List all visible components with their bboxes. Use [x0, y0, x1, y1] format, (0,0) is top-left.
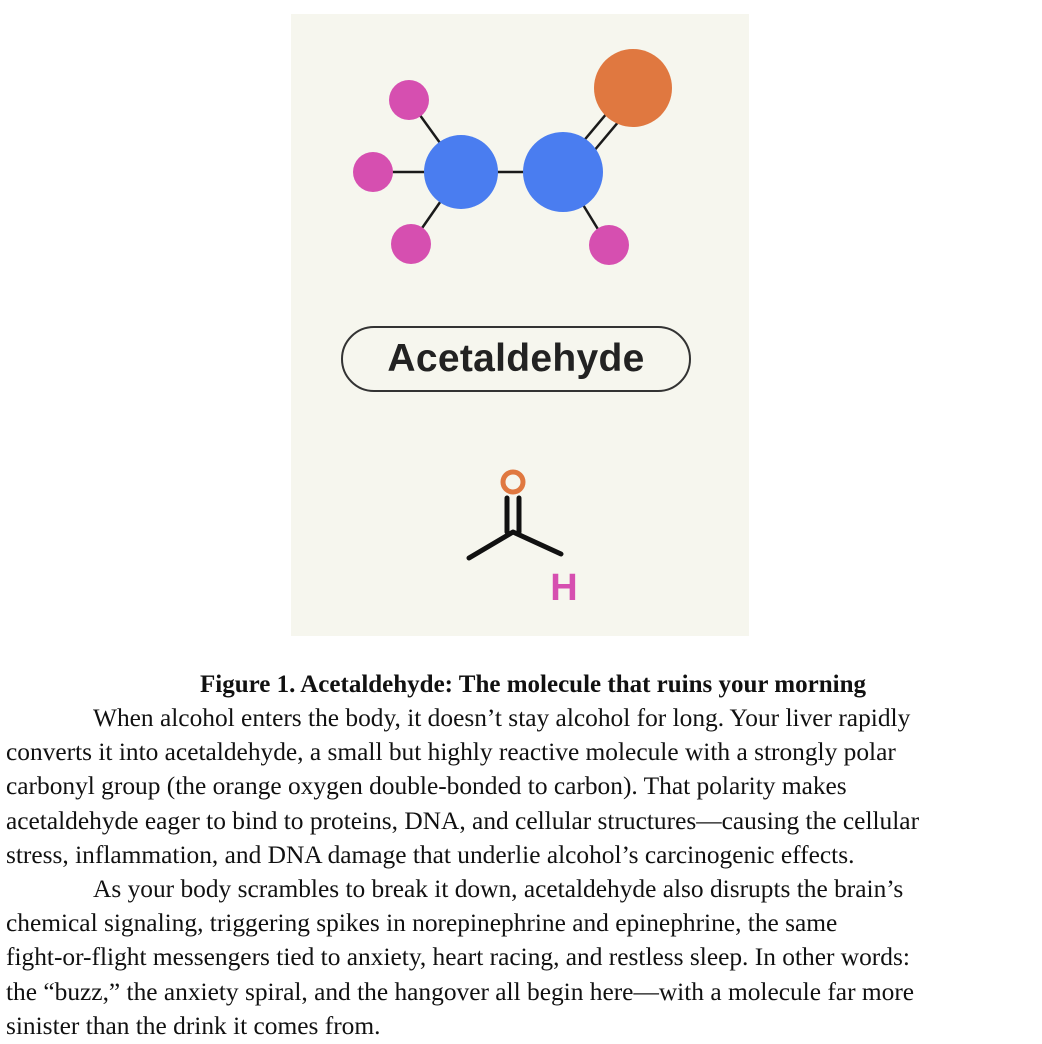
- hydrogen-atom: [589, 225, 629, 265]
- oxygen-ring: [503, 472, 523, 492]
- hydrogen-label: H: [550, 567, 578, 609]
- paragraph-line: As your body scrambles to break it down, acetaldehyde also disrupts the brain’s: [93, 875, 904, 904]
- paragraph-line: chemical signaling, triggering spikes in norepinephrine and epinephrine, the same: [6, 909, 838, 938]
- figure-caption: Figure 1. Acetaldehyde: The molecule that ruins your morning: [200, 671, 866, 698]
- paragraph-line: acetaldehyde eager to bind to proteins, DNA, and cellular structures—causing the cellular: [6, 806, 920, 835]
- ball-and-stick-model: [353, 49, 672, 265]
- skeletal-formula: [469, 472, 578, 609]
- molecule-illustration: [291, 14, 749, 636]
- figure-panel: [291, 14, 749, 636]
- paragraph-line: the “buzz,” the anxiety spiral, and the hangover all begin here—with a molecule far more: [6, 977, 915, 1006]
- paragraph-line: stress, inflammation, and DNA damage that underlie alcohol’s carcinogenic effects.: [6, 840, 855, 869]
- paragraph: [6, 872, 1042, 1043]
- paragraph-line: carbonyl group (the orange oxygen double-bonded to carbon). That polarity makes: [6, 772, 847, 801]
- oxygen-atom: [594, 49, 672, 127]
- carbon-chain: [469, 532, 561, 558]
- hydrogen-atom: [391, 224, 431, 264]
- hydrogen-atom: [389, 80, 429, 120]
- hydrogen-atom: [353, 152, 393, 192]
- carbon-atom: [424, 135, 498, 209]
- molecule-name-pill: [341, 326, 691, 392]
- paragraph-line: When alcohol enters the body, it doesn’t stay alcohol for long. Your liver rapidly: [93, 704, 911, 732]
- molecule-name: Acetaldehyde: [387, 337, 645, 380]
- paragraph-line: sinister than the drink it comes from.: [6, 1011, 381, 1040]
- carbon-atom: [523, 132, 603, 212]
- body-text: [6, 701, 1042, 1043]
- paragraph: [6, 701, 1042, 872]
- paragraph-line: converts it into acetaldehyde, a small but highly reactive molecule with a strongly polar: [6, 738, 896, 767]
- paragraph-line: fight-or-flight messengers tied to anxiety, heart racing, and restless sleep. In other words:: [6, 943, 910, 972]
